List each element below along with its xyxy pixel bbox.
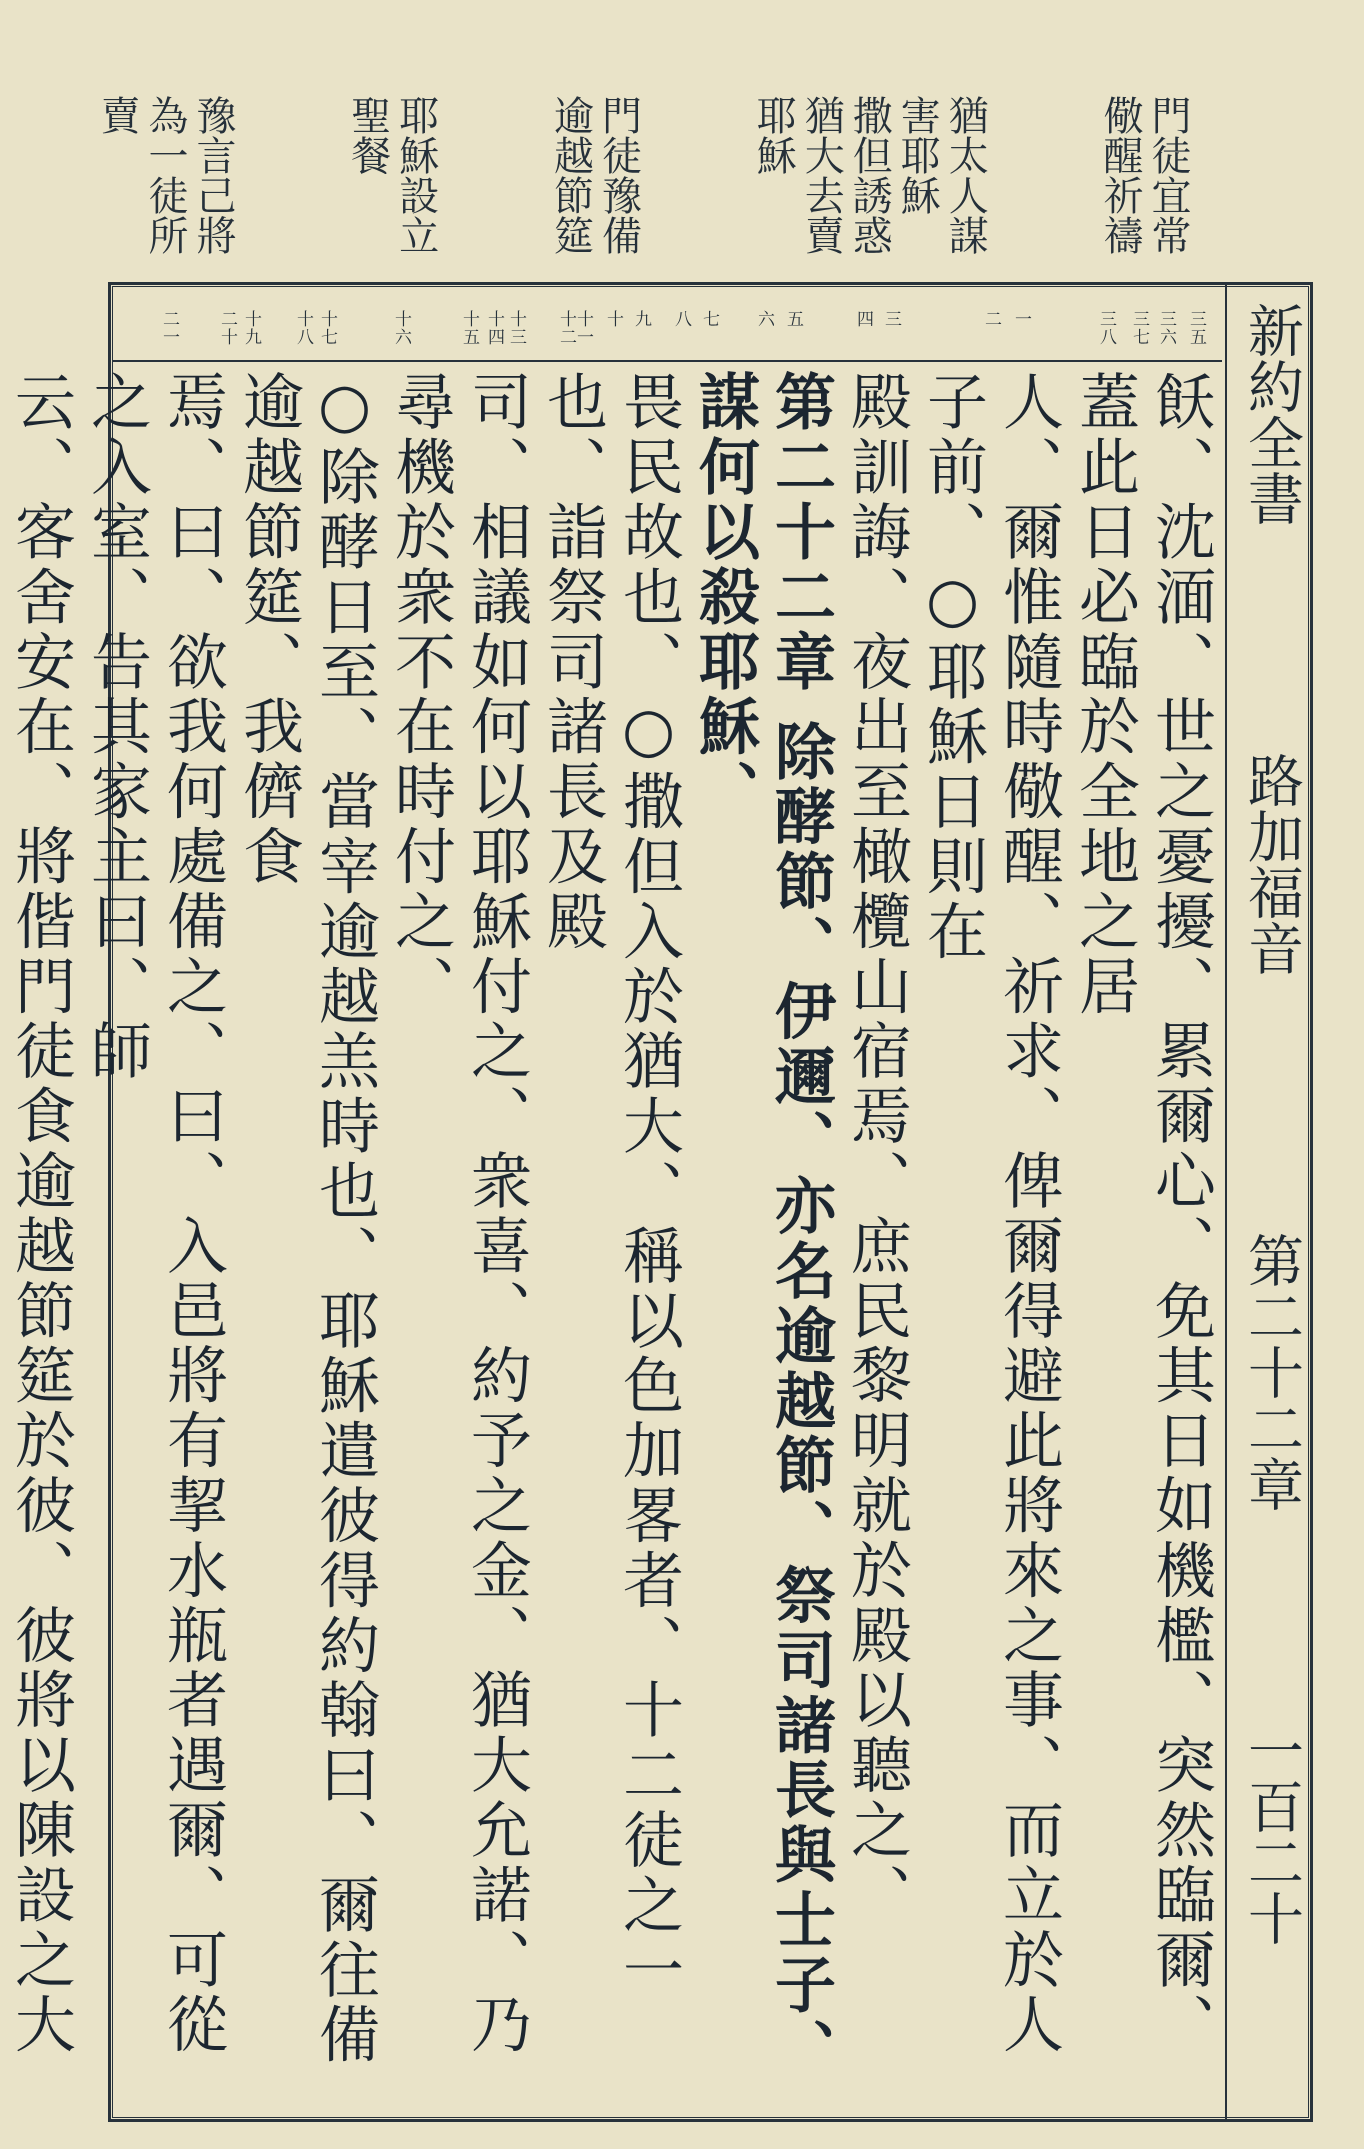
note-line: 儆醒祈禱 bbox=[1097, 95, 1143, 255]
text-column: 殿訓誨、夜出至橄欖山宿焉、庶民黎明就於殿以聽之、 bbox=[841, 370, 912, 1928]
note-line: 撒但誘惑 bbox=[846, 95, 893, 255]
verse-number: 三七 bbox=[1129, 310, 1149, 346]
text-column: 云、客舍安在、將偕門徒食逾越節筵於彼、彼將以陳設之大 bbox=[5, 370, 76, 2058]
verse-number: 三八 bbox=[1096, 310, 1116, 346]
book-title: 新約全書 bbox=[1239, 302, 1304, 526]
verse-number: 九 bbox=[631, 310, 651, 328]
text-column: ○除酵日至、當宰逾越羔時也、耶穌遣彼得約翰曰、爾往備逾越節筵、我儕食 bbox=[233, 370, 380, 2068]
verse-number: 二一 bbox=[159, 310, 179, 346]
verse-number: 十六 bbox=[391, 310, 411, 346]
page-number: 一百二十 bbox=[1239, 1722, 1304, 1946]
verse-number: 七 bbox=[699, 310, 719, 328]
note-line: 門徒豫備 bbox=[595, 95, 642, 255]
verse-number: 四 bbox=[853, 310, 873, 328]
note-group-5 bbox=[95, 95, 235, 275]
verse-number: 二十 bbox=[217, 310, 237, 346]
text-column: 焉、曰、欲我何處備之、曰、入邑將有挈水瓶者遇爾、可從之入室、告其家主曰、師 bbox=[81, 370, 228, 2058]
verse-number: 十九 bbox=[241, 310, 261, 346]
note-line: 耶穌 bbox=[750, 95, 797, 175]
scripture-body bbox=[5, 370, 1218, 2105]
note-line: 聖餐 bbox=[344, 95, 391, 175]
note-group-4 bbox=[346, 95, 438, 275]
text-column: 飫、沈湎、世之憂擾、累爾心、免其日如機檻、突然臨爾、蓋此日必臨於全地之居 bbox=[1069, 370, 1216, 2058]
text-column: 司、相議如何以耶穌付之、衆喜、約予之金、猶大允諾、乃尋機於衆不在時付之、 bbox=[385, 370, 532, 2058]
note-line: 逾越節筵 bbox=[547, 95, 594, 255]
running-header bbox=[1225, 282, 1313, 2122]
verse-number: 五 bbox=[783, 310, 803, 328]
verse-number: 一 bbox=[1011, 310, 1031, 328]
note-line: 猶大去賣 bbox=[798, 95, 845, 255]
verse-number: 二 bbox=[981, 310, 1001, 328]
note-line: 豫言己將 bbox=[190, 95, 236, 255]
verse-number: 八 bbox=[671, 310, 691, 328]
verse-number: 十一 bbox=[573, 310, 593, 346]
verse-number: 三 bbox=[881, 310, 901, 328]
note-group-2 bbox=[751, 95, 987, 275]
text-column: 畏民故也、○撒但入於猶大、稱以色加畧者、十二徒之一也、詣祭司諸長及殿 bbox=[537, 370, 684, 2003]
verse-number: 十二 bbox=[556, 310, 576, 346]
verse-number: 十三 bbox=[506, 310, 526, 346]
chapter-heading-column: 第二十二章 除酵節、伊邇、亦名逾越節、祭司諸長與士子、謀何以殺耶穌、 bbox=[689, 370, 836, 2083]
verse-number: 十七 bbox=[317, 310, 337, 346]
note-line: 猶太人謀 bbox=[942, 95, 989, 255]
heading-notes bbox=[95, 95, 1190, 275]
note-line: 害耶穌 bbox=[894, 95, 941, 215]
note-group-3 bbox=[549, 95, 641, 275]
verse-number: 十四 bbox=[484, 310, 504, 346]
note-line: 門徒宜常 bbox=[1145, 95, 1191, 255]
verse-number: 十五 bbox=[459, 310, 479, 346]
verse-number: 十八 bbox=[293, 310, 313, 346]
verse-number-strip bbox=[112, 300, 1222, 362]
note-group-1 bbox=[1098, 95, 1190, 275]
verse-number: 三五 bbox=[1186, 310, 1206, 346]
gospel-name: 路加福音 bbox=[1239, 752, 1304, 976]
verse-number: 三六 bbox=[1156, 310, 1176, 346]
verse-number: 六 bbox=[754, 310, 774, 328]
note-line: 為一徒所 bbox=[142, 95, 188, 255]
note-line: 賣 bbox=[94, 95, 140, 135]
chapter-label: 第二十二章 bbox=[1239, 1232, 1304, 1512]
text-column: 人、爾惟隨時儆醒、祈求、俾爾得避此將來之事、而立於人子前、○耶穌日則在 bbox=[917, 370, 1064, 2058]
verse-number: 十 bbox=[603, 310, 623, 328]
note-line: 耶穌設立 bbox=[392, 95, 439, 255]
